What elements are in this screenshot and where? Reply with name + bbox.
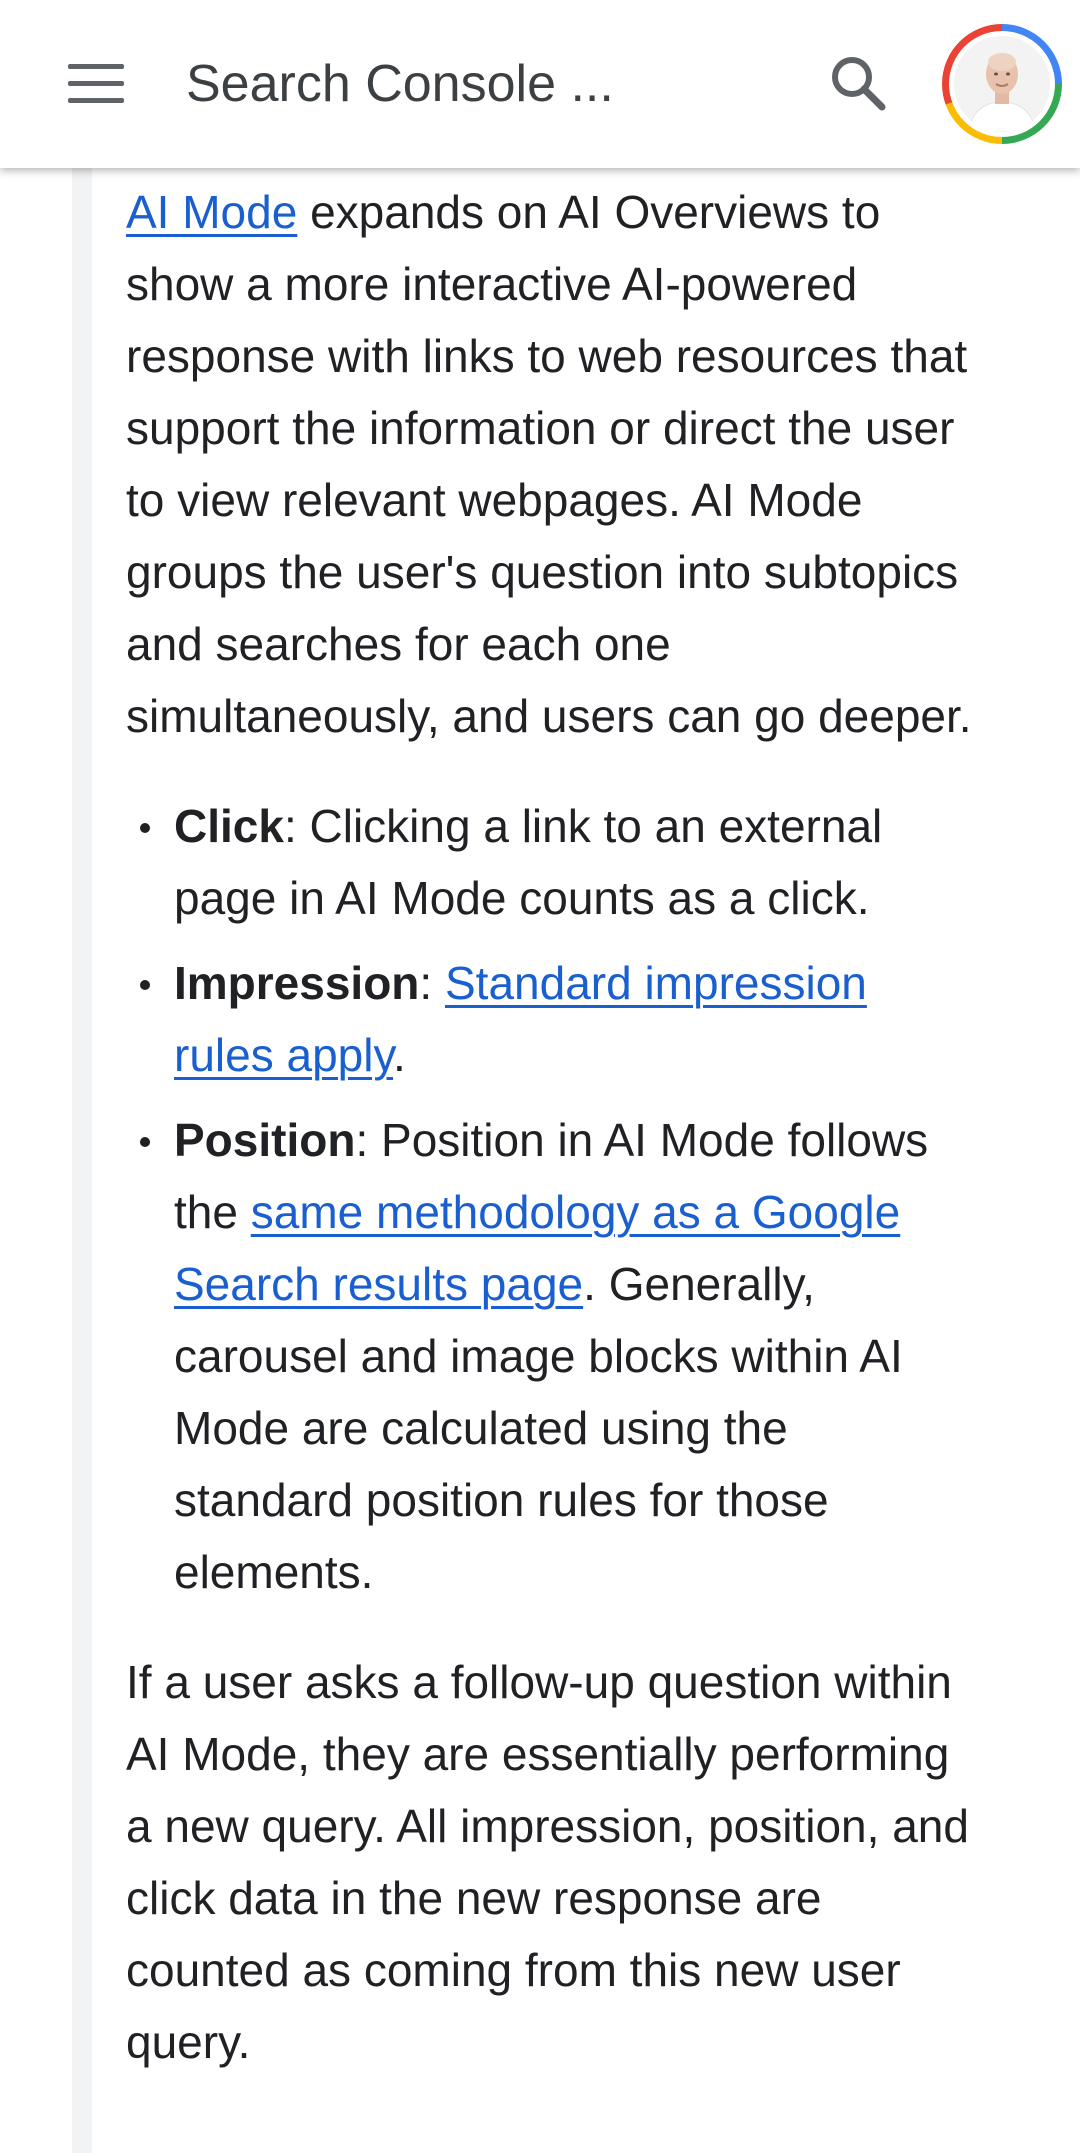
list-item-position xyxy=(174,1104,976,1608)
intro-text: expands on AI Overviews to show a more interactive AI-powered response with links to web resources that support the information or direct the user to view relevant webpages. AI Mode groups the user's question into subtopics and searches for each one simultaneously, and users can go deeper. xyxy=(126,186,972,742)
content-rail xyxy=(72,168,92,2153)
click-definition: : Clicking a link to an external page in AI Mode counts as a click. xyxy=(174,800,883,924)
position-definition: : Position in AI Mode follows the xyxy=(174,1114,929,1238)
article-content xyxy=(126,176,976,2078)
avatar-photo xyxy=(954,36,1050,132)
followup-paragraph: If a user asks a follow-up question within AI Mode, they are essentially performing a new query. All impression, position, and click data in the new response are counted as coming from this new user query. xyxy=(126,1656,969,2068)
top-app-bar xyxy=(0,0,1080,168)
position-details: . Generally, carousel and image blocks within AI Mode are calculated using the standard position rules for those elements. xyxy=(174,1258,903,1598)
impression-separator: : xyxy=(419,957,445,1009)
intro-paragraph xyxy=(126,176,976,752)
click-term: Click xyxy=(174,800,284,852)
impression-term: Impression xyxy=(174,957,420,1009)
hamburger-menu-icon[interactable] xyxy=(60,56,132,112)
app-title: Search Console ... xyxy=(186,55,614,113)
metrics-list xyxy=(126,790,976,1608)
list-item-click xyxy=(174,790,976,934)
search-methodology-link[interactable]: same methodology as a Google Search results page xyxy=(174,1186,901,1310)
impression-rules-link[interactable]: Standard impression rules apply xyxy=(174,957,867,1081)
user-avatar[interactable] xyxy=(942,24,1062,144)
position-term: Position xyxy=(174,1114,356,1166)
list-item-impression xyxy=(174,947,976,1091)
impression-period: . xyxy=(393,1029,406,1081)
ai-mode-link[interactable]: AI Mode xyxy=(126,186,298,238)
search-icon[interactable] xyxy=(824,50,892,118)
